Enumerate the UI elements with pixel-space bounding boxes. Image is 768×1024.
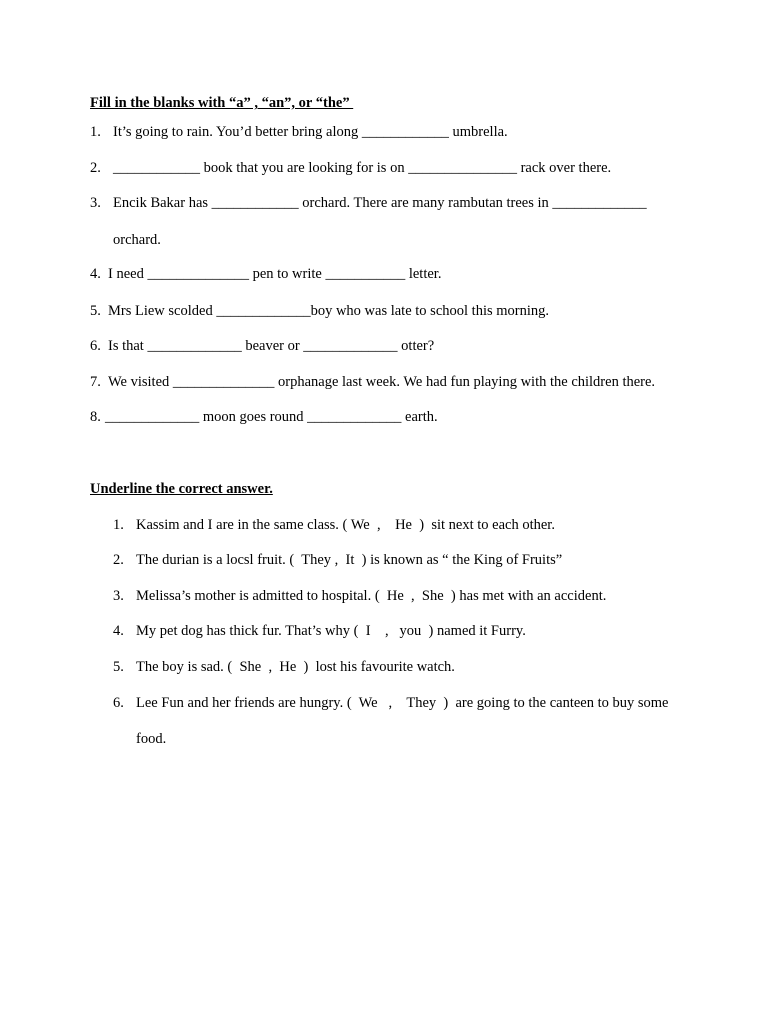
s1-item-3-number: 3. xyxy=(90,195,101,211)
s2-item-3-number: 3. xyxy=(113,588,124,604)
section1-heading: Fill in the blanks with “a” , “an”, or “the” xyxy=(90,95,354,111)
s2-item-1-number: 1. xyxy=(113,517,124,533)
s2-item-6-text-continued: food. xyxy=(136,731,167,747)
s1-item-7-text: We visited ______________ orphanage last week. We had fun playing with the children there. xyxy=(108,374,656,390)
s1-item-1-text: It’s going to rain. You’d better bring along ____________ umbrella. xyxy=(113,124,508,140)
s1-item-1-number: 1. xyxy=(90,124,101,140)
s2-item-3-text: Melissa’s mother is admitted to hospital. ( He , She ) has met with an accident. xyxy=(136,588,607,604)
s1-item-2-text: ____________ book that you are looking for is on _______________ rack over there. xyxy=(113,160,612,176)
s1-item-3-text-continued: orchard. xyxy=(113,232,161,248)
s1-item-7-number: 7. xyxy=(90,374,101,390)
s2-item-4-text: My pet dog has thick fur. That’s why ( I , you ) named it Furry. xyxy=(136,623,526,639)
s1-item-6-number: 6. xyxy=(90,338,101,354)
s1-item-2-number: 2. xyxy=(90,160,101,176)
s1-item-8-number: 8. xyxy=(90,409,101,425)
s1-item-4-text: I need ______________ pen to write ___________ letter. xyxy=(108,266,442,282)
s2-item-1-text: Kassim and I are in the same class. ( We , He ) sit next to each other. xyxy=(136,517,555,533)
s2-item-2-number: 2. xyxy=(113,552,124,568)
s1-item-4-number: 4. xyxy=(90,266,101,282)
s2-item-6-number: 6. xyxy=(113,695,124,711)
s2-item-5-text: The boy is sad. ( She , He ) lost his favourite watch. xyxy=(136,659,455,675)
s1-item-8-text: _____________ moon goes round _____________ earth. xyxy=(105,409,438,425)
s1-item-3-text: Encik Bakar has ____________ orchard. There are many rambutan trees in _____________ xyxy=(113,195,647,211)
s2-item-4-number: 4. xyxy=(113,623,124,639)
s2-item-5-number: 5. xyxy=(113,659,124,675)
section2-heading: Underline the correct answer. xyxy=(90,481,273,497)
s1-item-5-text: Mrs Liew scolded _____________boy who was late to school this morning. xyxy=(108,303,549,319)
s1-item-5-number: 5. xyxy=(90,303,101,319)
s2-item-6-text: Lee Fun and her friends are hungry. ( We , They ) are going to the canteen to buy some xyxy=(136,695,669,711)
s1-item-6-text: Is that _____________ beaver or _____________ otter? xyxy=(108,338,435,354)
s2-item-2-text: The durian is a locsl fruit. ( They , It ) is known as “ the King of Fruits” xyxy=(136,552,563,568)
